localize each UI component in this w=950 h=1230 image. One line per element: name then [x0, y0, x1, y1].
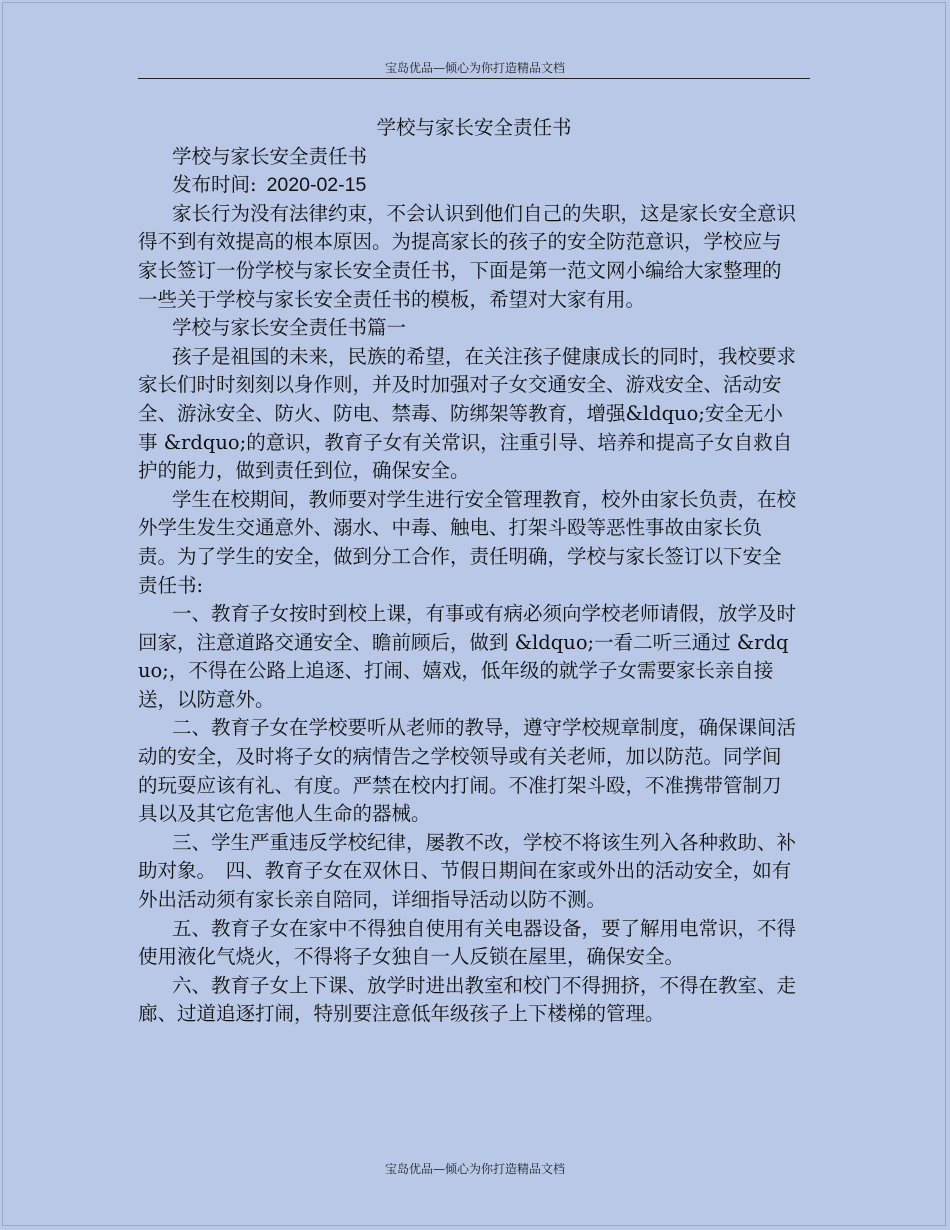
document-subtitle: 学校与家长安全责任书 [172, 144, 368, 168]
publish-label: 发布时间: [172, 173, 257, 197]
clause-item: 五、教育子女在家中不得独自使用有关电器设备，要了解用电常识，不得使用液化气烧火，不得将子女独自一人反锁在屋里，确保安全。 [138, 916, 797, 969]
publish-date: 2020-02-15 [266, 174, 367, 197]
page-footer: 宝岛优品—倾心为你打造精品文档 [384, 1162, 565, 1176]
clause-item: 一、教育子女按时到校上课，有事或有病必须向学校老师请假，放学及时回家，注意道路交通安全、瞻前顾后，做到 &ldquo;一看二听三通过 &rdquo;，不得在公路上追逐、打闹、嬉戏，低年级的就学子女需要家长亲自接送，以防意外。 [138, 602, 797, 711]
document-body [138, 114, 798, 1029]
paragraph: 学生在校期间，教师要对学生进行安全管理教育，校外由家长负责，在校外学生发生交通意外、溺水、中毒、触电、打架斗殴等恶性事故由家长负责。为了学生的安全，做到分工合作，责任明确，学校与家长签订以下安全责任书: [138, 487, 797, 597]
paragraph-intro: 家长行为没有法律约束，不会认识到他们自己的失职，这是家长安全意识得不到有效提高的根本原因。为提高家长的孩子的安全防范意识，学校应与家长签订一份学校与家长安全责任书，下面是第一范文网小编给大家整理的一些关于学校与家长安全责任书的模板，希望对大家有用。 [138, 201, 797, 311]
document-title: 学校与家长安全责任书 [376, 116, 572, 139]
publish-info [138, 171, 798, 200]
clause-item: 六、教育子女上下课、放学时进出教室和校门不得拥挤，不得在教室、走廊、过道追逐打闹，特别要注意低年级孩子上下楼梯的管理。 [138, 973, 797, 1026]
section-heading: 学校与家长安全责任书篇一 [172, 316, 407, 340]
paragraph: 孩子是祖国的未来，民族的希望，在关注孩子健康成长的同时，我校要求家长们时时刻刻以身作则，并及时加强对子女交通安全、游戏安全、活动安全、游泳安全、防火、防电、禁毒、防绑架等教育，增强&ldquo;安全无小事 &rdquo;的意识，教育子女有关常识，注重引导、培养和提高子女自救自护的能力，做到责任到位，确保安全。 [138, 344, 797, 483]
clause-item: 三、学生严重违反学校纪律，屡教不改，学校不将该生列入各种救助、补助对象。 四、教育子女在双休日、节假日期间在家或外出的活动安全，如有外出活动须有家长亲自陪同，详细指导活动以防不测。 [138, 830, 797, 912]
page-header: 宝岛优品—倾心为你打造精品文档 [384, 61, 565, 75]
header-divider [138, 78, 810, 79]
clause-item: 二、教育子女在学校要听从老师的教导，遵守学校规章制度，确保课间活动的安全，及时将子女的病情告之学校领导或有关老师，加以防范。同学间的玩耍应该有礼、有度。严禁在校内打闹。不准打架斗殴，不准携带管制刀具以及其它危害他人生命的器械。 [138, 716, 797, 826]
